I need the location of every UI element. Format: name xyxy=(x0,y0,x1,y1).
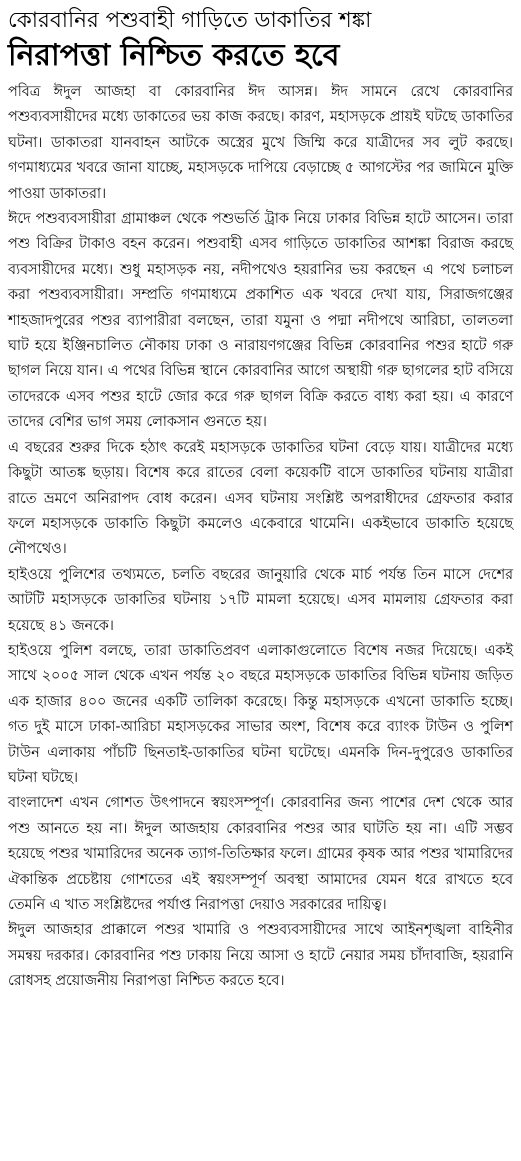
article-body xyxy=(8,80,513,995)
article-paragraph: বাংলাদেশ এখন গোশত উৎপাদনে স্বয়ংসম্পূর্ণ। কোরবানির জন্য পাশের দেশ থেকে আর পশু আনতে হয় না। ঈদুল আজহায় কোরবানির পশুর আর ঘাটতি হয় না। এটি সম্ভব হয়েছে পশুর খামারিদের অনেক ত্যাগ-তিতিক্ষার ফলে। গ্রামের কৃষক আর পশুর খামারিদের ঐকান্তিক প্রচেষ্টায় গোশতের এই স্বয়ংসম্পূর্ণ অবস্থা আমাদের যেমন ধরে রাখতে হবে তেমনি এ খাত সংশ্লিষ্টদের পর্যাপ্ত নিরাপত্তা দেয়াও সরকারের দায়িত্ব। xyxy=(8,795,513,913)
article-paragraph: এ বছরের শুরুর দিকে হঠাৎ করেই মহাসড়কে ডাকাতির ঘটনা বেড়ে যায়। যাত্রীদের মধ্যে কিছুটা আতঙ্ক ছড়ায়। বিশেষ করে রাতের বেলা কয়েকটি বাসে ডাকাতির ঘটনায় যাত্রীরা রাতে ভ্রমণে অনিরাপদ বোধ করেন। এসব ঘটনায় সংশ্লিষ্ট অপরাধীদের গ্রেফতার করার ফলে মহাসড়কে ডাকাতি কিছুটা কমলেও একেবারে থামেনি। একইভাবে ডাকাতি হয়েছে নৌপথেও। xyxy=(8,439,513,558)
article-subheadline: নিরাপত্তা নিশ্চিত করতে হবে xyxy=(8,38,340,73)
article-paragraph: হাইওয়ে পুলিশ বলছে, তারা ডাকাতিপ্রবণ এলাকাগুলোতে বিশেষ নজর দিয়েছে। একই সাথে ২০০৫ সাল থেকে এখন পর্যন্ত ২০ বছরে মহাসড়কে ডাকাতির বিভিন্ন ঘটনায় জড়িত এক হাজার ৪০০ জনের একটি তালিকা করেছে। কিন্তু মহাসড়কে এখনো ডাকাতি হচ্ছে। গত দুই মাসে ঢাকা-আরিচা মহাসড়কের সাভার অংশ, বিশেষ করে ব্যাংক টাউন ও পুলিশ টাউন এলাকায় পাঁচটি ছিনতাই-ডাকাতির ঘটনা ঘটেছে। এমনকি দিন-দুপুরেও ডাকাতির ঘটনা ঘটছে। xyxy=(8,642,513,786)
article-headline: কোরবানির পশুবাহী গাড়িতে ডাকাতির শঙ্কা xyxy=(8,8,372,33)
article-paragraph: ঈদে পশুব্যবসায়ীরা গ্রামাঞ্চল থেকে পশুভর্তি ট্রাক নিয়ে ঢাকার বিভিন্ন হাটে আসেন। তারা পশু বিক্রির টাকাও বহন করেন। পশুবাহী এসব গাড়িতে ডাকাতির আশঙ্কা বিরাজ করছে ব্যবসায়ীদের মধ্যে। শুধু মহাসড়ক নয়, নদীপথেও হয়রানির ভয় করছেন এ পথে চলাচল করা পশুব্যবসায়ীরা। সম্প্রতি গণমাধ্যমে প্রকাশিত এক খবরে দেখা যায়, সিরাজগঞ্জের শাহজাদপুরের পশুর ব্যাপারীরা বলছেন, তারা যমুনা ও পদ্মা নদীপথে আরিচা, তালতলা ঘাট হয়ে ইঞ্জিনচালিত নৌকায় ঢাকা ও নারায়ণগঞ্জের বিভিন্ন কোরবানির পশুর হাটে গরু ছাগল নিয়ে যান। এ পথের বিভিন্ন স্থানে কোরবানির আগে অস্থায়ী গরু ছাগলের হাট বসিয়ে তাদেরকে এসব পশুর হাটে জোর করে গরু ছাগল বিক্রি করতে বাধ্য করা হয়। এ কারণে তাদের বেশির ভাগ সময় লোকসান গুনতে হয়। xyxy=(8,211,513,431)
article-paragraph: পবিত্র ঈদুল আজহা বা কোরবানির ঈদ আসন্ন। ঈদ সামনে রেখে কোরবানির পশুব্যবসায়ীদের মধ্যে ডাকাতের ভয় কাজ করছে। কারণ, মহাসড়কে প্রায়ই ঘটছে ডাকাতির ঘটনা। ডাকাতরা যানবাহন আটকে অস্ত্রের মুখে জিম্মি করে যাত্রীদের সব লুট করছে। গণমাধ্যমের খবরে জানা যাচ্ছে, মহাসড়কে দাপিয়ে বেড়াচ্ছে ৫ আগস্টের পর জামিনে মুক্তি পাওয়া ডাকাতরা। xyxy=(8,84,513,202)
article-paragraph: হাইওয়ে পুলিশের তথ্যমতে, চলতি বছরের জানুয়ারি থেকে মার্চ পর্যন্ত তিন মাসে দেশের আটটি মহাসড়কে ডাকাতির ঘটনায় ১৭টি মামলা হয়েছে। এসব মামলায় গ্রেফতার করা হয়েছে ৪১ জনকে। xyxy=(8,566,513,634)
article-paragraph: ঈদুল আজহার প্রাক্কালে পশুর খামারি ও পশুব্যবসায়ীদের সাথে আইনশৃঙ্খলা বাহিনীর সমন্বয় দরকার। কোরবানির পশু ঢাকায় নিয়ে আসা ও হাটে নেয়ার সময় চাঁদাবাজি, হয়রানি রোধসহ প্রয়োজনীয় নিরাপত্তা নিশ্চিত করতে হবে। xyxy=(8,922,513,990)
